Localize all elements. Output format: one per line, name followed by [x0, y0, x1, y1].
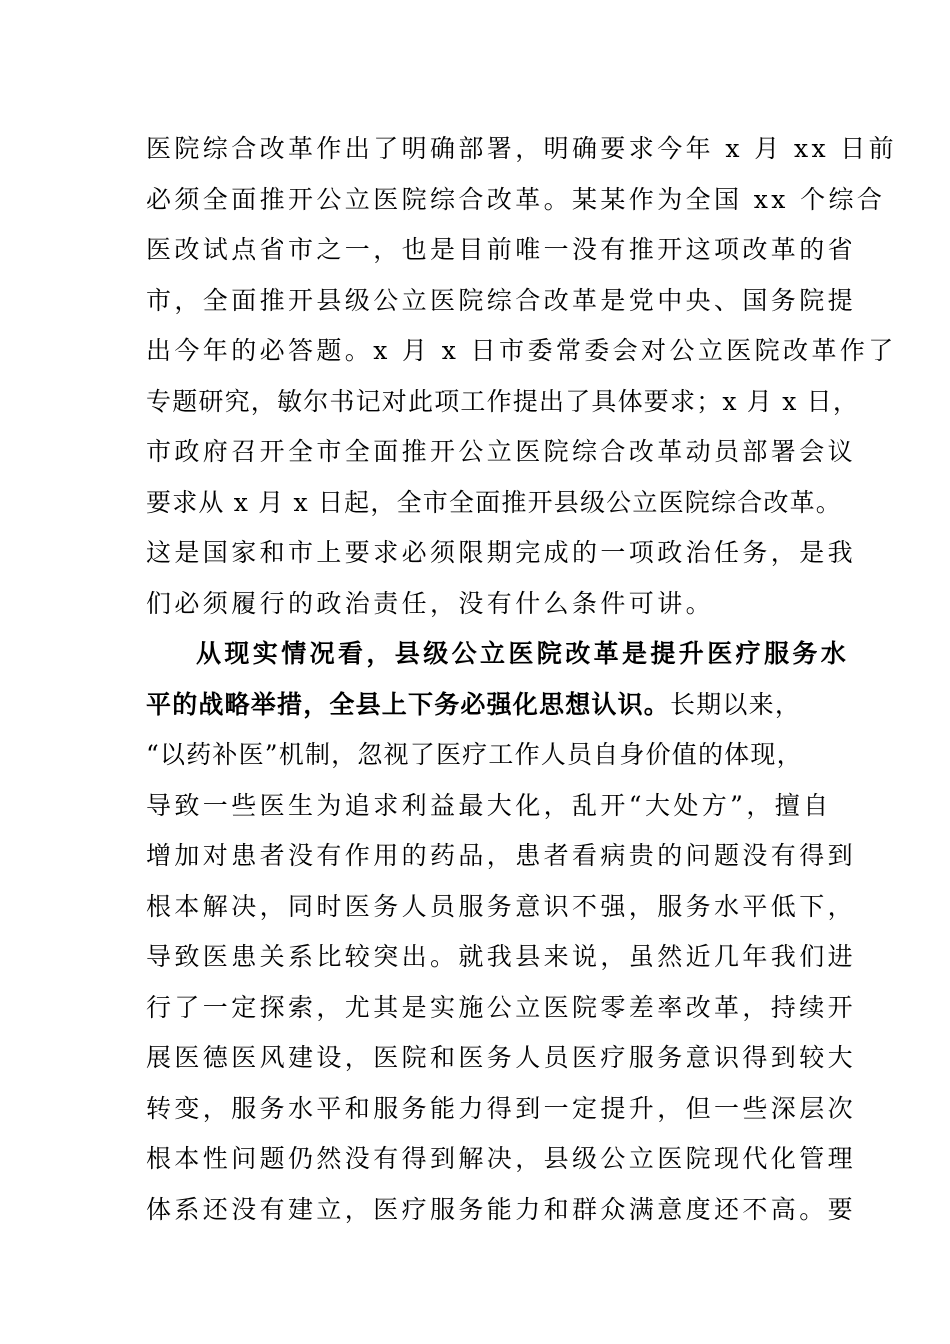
paragraph-heading-line: 从现实情况看，县级公立医院改革是提升医疗服务水 — [196, 639, 850, 668]
text-line: 展医德医风建设，医院和医务人员医疗服务意识得到较大 — [146, 1043, 857, 1072]
paragraph-2 — [146, 629, 857, 1235]
text-line: 增加对患者没有作用的药品，患者看病贵的问题没有得到 — [146, 841, 857, 870]
text-line: 们必须履行的政治责任，没有什么条件可讲。 — [146, 588, 715, 618]
text-line: 根本解决，同时医务人员服务意识不强，服务水平低下， — [146, 891, 857, 921]
text-segment: 长期以来， — [670, 689, 802, 719]
document-body — [146, 124, 898, 1235]
text-line: 专题研究，敏尔书记对此项工作提出了具体要求；x 月 x 日， — [146, 386, 860, 416]
text-line: 医改试点省市之一，也是目前唯一没有推开这项改革的省 — [146, 235, 857, 264]
text-line: 市，全面推开县级公立医院综合改革是党中央、国务院提 — [146, 285, 857, 315]
text-line-mixed — [146, 680, 826, 731]
text-line: 这是国家和市上要求必须限期完成的一项政治任务，是我 — [146, 538, 857, 567]
text-line: 转变，服务水平和服务能力得到一定提升，但一些深层次 — [146, 1093, 857, 1123]
paragraph-heading-tail: 平的战略举措，全县上下务必强化思想认识。 — [146, 689, 671, 719]
text-line: 市政府召开全市全面推开公立医院综合改革动员部署会议 — [146, 437, 857, 466]
text-line: 必须全面推开公立医院综合改革。某某作为全国 xx 个综合 — [146, 184, 886, 214]
text-line: 要求从 x 月 x 日起，全市全面推开县级公立医院综合改革。 — [146, 487, 842, 517]
text-line: 出今年的必答题。x 月 x 日市委常委会对公立医院改革作了 — [146, 336, 897, 365]
text-line: 医院综合改革作出了明确部署，明确要求今年 x 月 xx 日前 — [146, 134, 898, 163]
text-line: 导致医患关系比较突出。就我县来说，虽然近几年我们进 — [146, 942, 857, 971]
text-line: 根本性问题仍然没有得到解决，县级公立医院现代化管理 — [146, 1144, 857, 1173]
text-line: 导致一些医生为追求利益最大化，乱开“大处方”，擅自 — [146, 790, 832, 820]
text-line: 体系还没有建立，医疗服务能力和群众满意度还不高。要 — [146, 1194, 857, 1224]
text-line: 行了一定探索，尤其是实施公立医院零差率改革，持续开 — [146, 992, 857, 1022]
paragraph-1 — [146, 124, 898, 629]
text-line: “以药补医”机制，忽视了医疗工作人员自身价值的体现， — [146, 740, 803, 769]
